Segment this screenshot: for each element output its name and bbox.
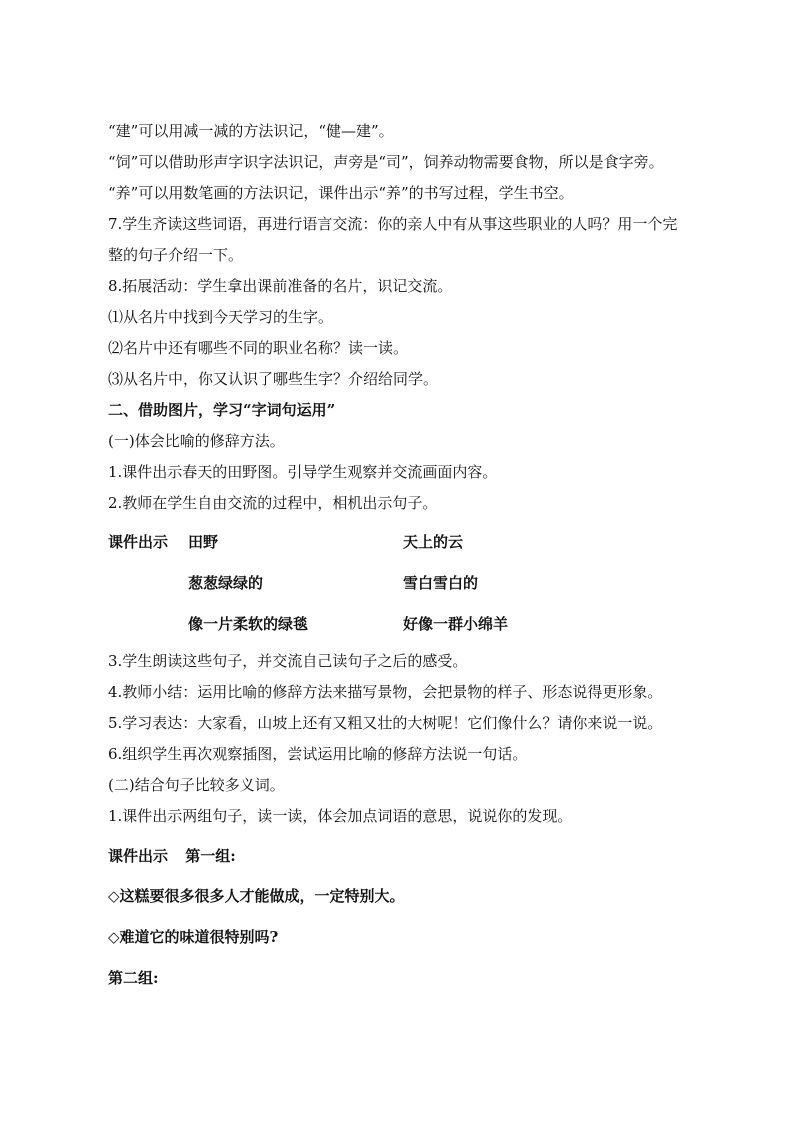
courseware-row-1 (108, 532, 708, 552)
paragraph-step8: 8.拓展活动：学生拿出课前准备的名片，识记交流。 (108, 277, 453, 295)
section-heading-two: 二、借助图片，学习“字词句运用” (108, 401, 336, 419)
courseware-cell: 好像一群小绵羊 (403, 615, 509, 633)
courseware-label: 课件出示 (108, 847, 169, 865)
group1-item: ◇这糕要很多很多人才能做成，一定特别大。 (108, 887, 405, 905)
paragraph-jian: “建”可以用减一减的方法识记，“健—建”。 (108, 122, 394, 140)
group1-item: ◇难道它的味道很特别吗? (108, 928, 279, 946)
courseware-cell: 像一片柔软的绿毯 (188, 615, 309, 633)
paragraph-step3: 3.学生朗读这些句子，并交流自己读句子之后的感受。 (108, 652, 468, 670)
paragraph-step7-line1: 7.学生齐读这些词语，再进行语言交流：你的亲人中有从事这些职业的人吗？用一个完 (108, 215, 678, 233)
paragraph-step7-line2: 整的句子介绍一下。 (108, 246, 244, 264)
paragraph-step4: 4.教师小结：运用比喻的修辞方法来描写景物，会把景物的样子、形态说得更形象。 (108, 683, 663, 701)
paragraph-sub2: ⑵名片中还有哪些不同的职业名称？读一读。 (108, 339, 409, 357)
group1-title: 第一组: (185, 847, 236, 865)
paragraph-si: “饲”可以借助形声字识字法识记，声旁是“司”，饲养动物需要食物，所以是食字旁。 (108, 153, 664, 171)
group2-title: 第二组: (108, 969, 159, 987)
paragraph-yang: “养”可以用数笔画的方法识记，课件出示“养”的书写过程，学生书空。 (108, 184, 574, 202)
courseware-cell: 田野 (188, 533, 219, 551)
courseware-cell: 葱葱绿绿的 (188, 574, 264, 592)
paragraph-step1-b: 1.课件出示两组句子，读一读，体会加点词语的意思，说说你的发现。 (108, 807, 573, 825)
paragraph-step6: 6.组织学生再次观察插图，尝试运用比喻的修辞方法说一句话。 (108, 745, 528, 763)
paragraph-step5: 5.学习表达：大家看，山坡上还有又粗又壮的大树呢！它们像什么？请你来说一说。 (108, 714, 663, 732)
courseware-cell: 雪白雪白的 (403, 574, 479, 592)
courseware-label: 课件出示 (108, 533, 169, 551)
paragraph-sub3: ⑶从名片中，你又认识了哪些生字？介绍给同学。 (108, 370, 439, 388)
paragraph-step1: 1.课件出示春天的田野图。引导学生观察并交流画面内容。 (108, 463, 498, 481)
courseware-cell: 天上的云 (403, 533, 464, 551)
subsection-heading-two: (二)结合句子比较多义词。 (108, 776, 285, 794)
group1-header (108, 846, 236, 866)
paragraph-sub1: ⑴从名片中找到今天学习的生字。 (108, 308, 334, 326)
paragraph-step2: 2.教师在学生自由交流的过程中，相机出示句子。 (108, 494, 438, 512)
subsection-heading-one: (一)体会比喻的修辞方法。 (108, 432, 285, 450)
